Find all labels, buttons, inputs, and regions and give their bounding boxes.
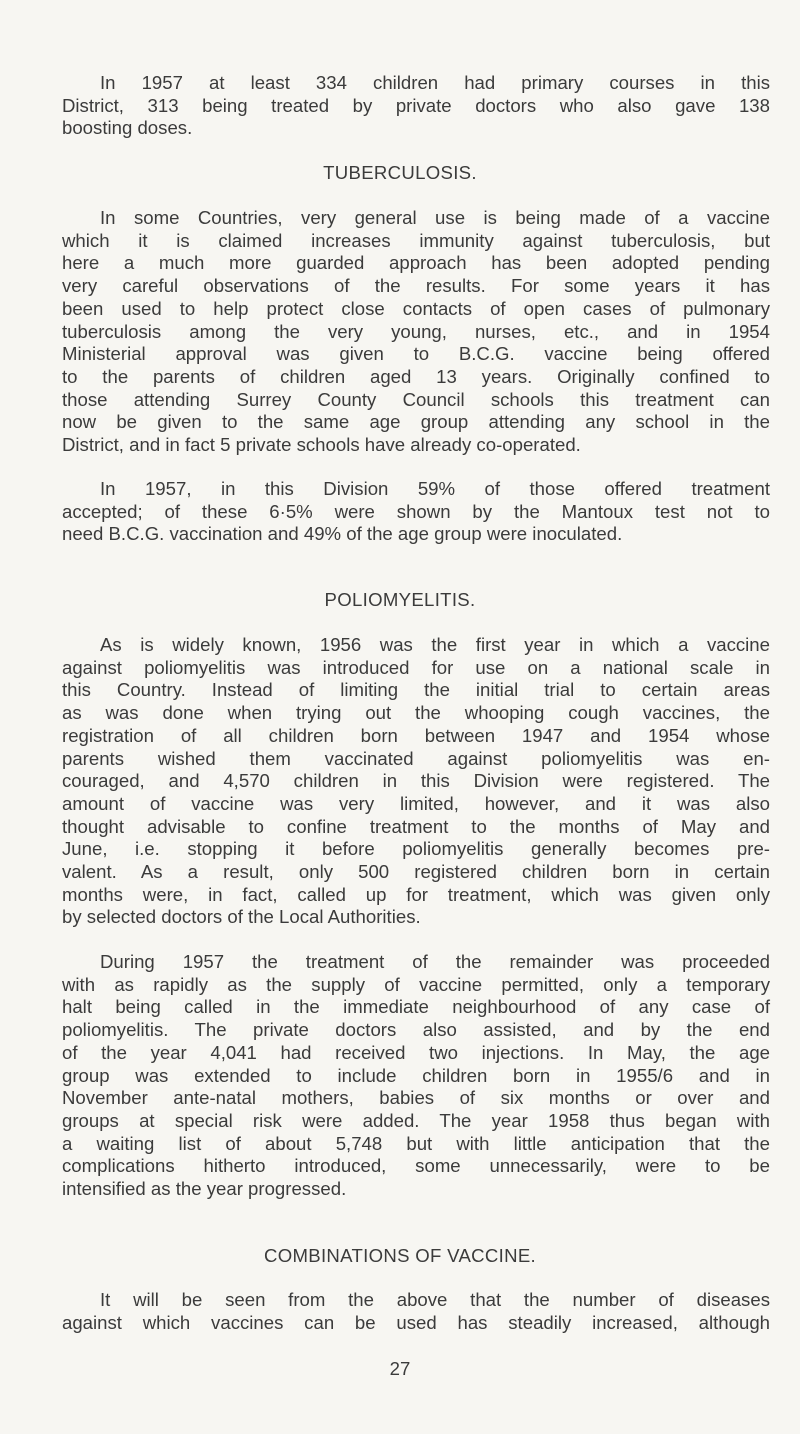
page-number: 27 xyxy=(389,1358,411,1379)
paragraph-tuberculosis-vaccine xyxy=(62,207,770,457)
text-line: registration of all children born between 1947 and 1954 whose xyxy=(62,724,770,746)
text-line: During 1957 the treatment of the remainder was proceeded xyxy=(100,951,770,972)
text-line: amount of vaccine was very limited, however, and it was also xyxy=(62,792,770,814)
heading-tuberculosis: TUBERCULOSIS. xyxy=(323,162,477,183)
text-line: by selected doctors of the Local Authorities. xyxy=(62,906,421,928)
text-line: Ministerial approval was given to B.C.G. vaccine being offered xyxy=(62,343,770,365)
text-line: those attending Surrey County Council schools this treatment can xyxy=(62,388,770,410)
text-line: In 1957, in this Division 59% of those offered treatment xyxy=(100,478,770,499)
text-line: In 1957 at least 334 children had primary courses in this xyxy=(100,72,770,93)
text-line: tuberculosis among the very young, nurses, etc., and in 1954 xyxy=(62,320,770,342)
text-line: couraged, and 4,570 children in this Division were registered. The xyxy=(62,770,770,792)
paragraph-polio-1957 xyxy=(62,951,770,1201)
text-line: November ante-natal mothers, babies of six months or over and xyxy=(62,1087,770,1109)
text-line: been used to help protect close contacts of open cases of pulmonary xyxy=(62,297,770,319)
heading-combinations: COMBINATIONS OF VACCINE. xyxy=(263,1245,536,1266)
text-line: District, and in fact 5 private schools have already co-operated. xyxy=(62,434,581,456)
text-line: halt being called in the immediate neighbourhood of any case of xyxy=(62,996,770,1018)
heading-poliomyelitis: POLIOMYELITIS. xyxy=(324,589,476,610)
text-line: In some Countries, very general use is being made of a vaccine xyxy=(100,207,770,228)
text-line: against which vaccines can be used has steadily increased, although xyxy=(62,1311,770,1333)
paragraph-tuberculosis-stats xyxy=(62,478,770,546)
text-line: It will be seen from the above that the number of diseases xyxy=(100,1289,770,1310)
text-line: June, i.e. stopping it before poliomyelitis generally becomes pre- xyxy=(62,838,770,860)
text-line: boosting doses. xyxy=(62,117,193,139)
text-line: complications hitherto introduced, some unnecessarily, were to be xyxy=(62,1155,770,1177)
text-line: with as rapidly as the supply of vaccine permitted, only a temporary xyxy=(62,973,770,995)
text-line: As is widely known, 1956 was the first year in which a vaccine xyxy=(100,634,770,655)
text-line: to the parents of children aged 13 years. Originally confined to xyxy=(62,365,770,387)
text-line: months were, in fact, called up for treatment, which was given only xyxy=(62,883,770,905)
text-line: group was extended to include children born in 1955/6 and in xyxy=(62,1064,770,1086)
text-line: a waiting list of about 5,748 but with little anticipation that the xyxy=(62,1132,770,1154)
text-line: now be given to the same age group attending any school in the xyxy=(62,411,770,433)
text-line: need B.C.G. vaccination and 49% of the age group were inoculated. xyxy=(62,523,623,545)
text-line: of the year 4,041 had received two injections. In May, the age xyxy=(62,1041,770,1063)
paragraph-polio-1956 xyxy=(62,634,770,929)
text-line: here a much more guarded approach has been adopted pending xyxy=(62,252,770,274)
paragraph-intro xyxy=(62,72,770,140)
text-line: District, 313 being treated by private doctors who also gave 138 xyxy=(62,94,770,116)
text-line: intensified as the year progressed. xyxy=(62,1178,347,1200)
text-line: valent. As a result, only 500 registered children born in certain xyxy=(62,861,770,883)
text-line: parents wished them vaccinated against poliomyelitis was en- xyxy=(62,747,770,769)
paragraph-combinations xyxy=(62,1289,770,1334)
text-line: as was done when trying out the whooping cough vaccines, the xyxy=(62,702,770,724)
text-line: groups at special risk were added. The year 1958 thus began with xyxy=(62,1109,770,1131)
text-line: accepted; of these 6·5% were shown by the Mantoux test not to xyxy=(62,500,770,522)
text-line: poliomyelitis. The private doctors also assisted, and by the end xyxy=(62,1019,770,1041)
text-line: which it is claimed increases immunity against tuberculosis, but xyxy=(62,229,770,251)
text-line: very careful observations of the results. For some years it has xyxy=(62,275,770,297)
text-line: thought advisable to confine treatment to the months of May and xyxy=(62,815,770,837)
text-line: against poliomyelitis was introduced for use on a national scale in xyxy=(62,656,770,678)
text-line: this Country. Instead of limiting the initial trial to certain areas xyxy=(62,679,770,701)
